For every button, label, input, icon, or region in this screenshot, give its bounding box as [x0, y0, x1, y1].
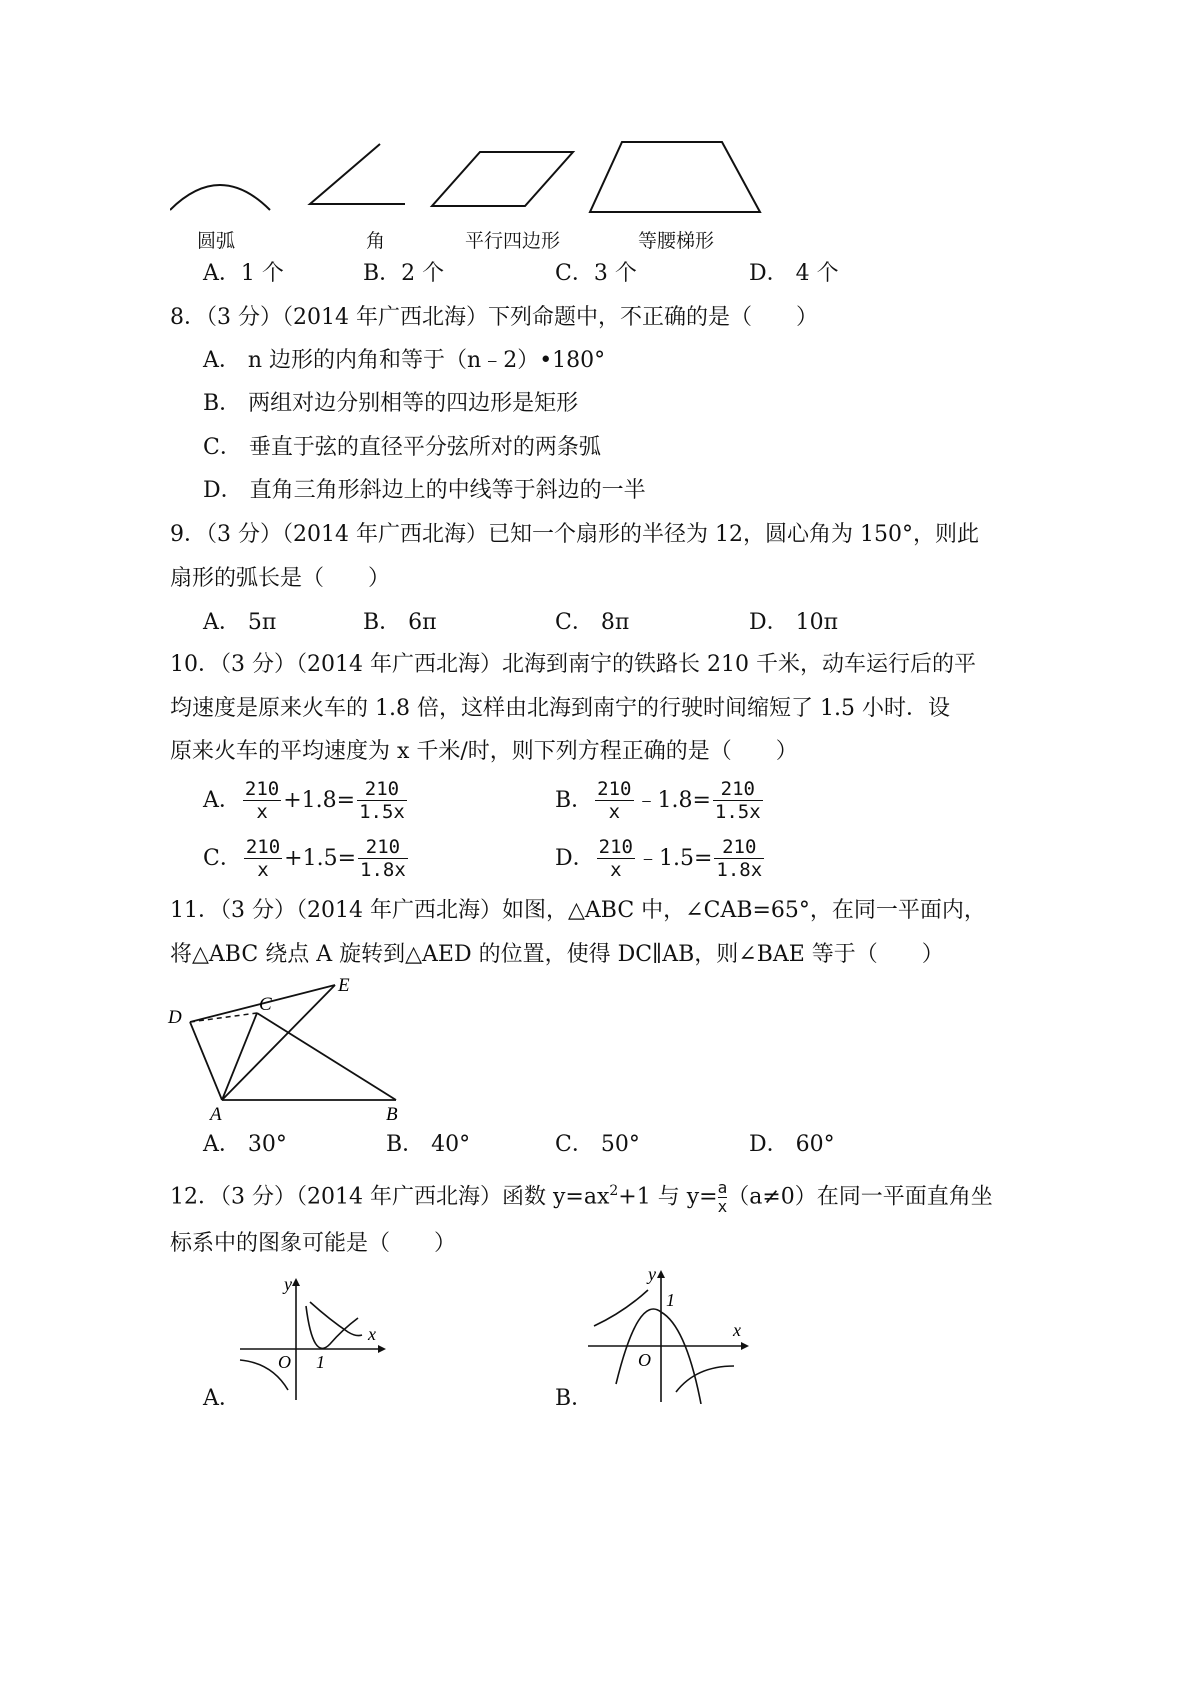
- q12-option-b[interactable]: B．: [555, 1386, 594, 1411]
- fraction: $\frac{210}{x}$: [244, 778, 280, 823]
- fraction: $\frac{210}{1.5x}$: [359, 778, 405, 823]
- fraction: $\frac{210}{x}$: [597, 778, 632, 823]
- equation-mid: ﹣1.5=: [636, 845, 713, 871]
- shape-label-angle: 角: [366, 230, 386, 252]
- origin-label: O: [638, 1350, 651, 1370]
- segment-cb: [257, 1013, 396, 1100]
- equation-mid: +1.5=: [284, 845, 357, 871]
- angle-shape: [310, 144, 405, 204]
- trapezoid-shape: [590, 142, 760, 212]
- one-label: 1: [316, 1352, 325, 1372]
- fraction: $\frac{210}{x}$: [245, 836, 281, 881]
- label-e: E: [338, 975, 350, 996]
- fraction-a-over-x: $\frac{a}{x}$: [717, 1177, 728, 1216]
- q12-option-a[interactable]: A．: [203, 1386, 241, 1411]
- shape-label-arc: 圆弧: [197, 230, 236, 252]
- shape-label-parallelogram: 平行四边形: [465, 230, 561, 252]
- one-label: 1: [666, 1290, 675, 1310]
- y-axis-label: y: [284, 1274, 292, 1294]
- segment-da: [190, 1022, 222, 1100]
- q8-option-c[interactable]: C． 垂直于弦的直径平分弦所对的两条弧: [203, 435, 601, 460]
- q11-stem-line2: 将△ABC 绕点 A 旋转到△AED 的位置，使得 DC∥AB，则∠BAE 等于（ ）: [170, 942, 944, 967]
- segment-ae: [222, 985, 335, 1100]
- option-letter: C．: [203, 845, 242, 871]
- equation-mid: ﹣1.8=: [635, 787, 711, 813]
- label-a: A: [210, 1104, 222, 1125]
- parallelogram-shape: [432, 152, 573, 206]
- q11-option-d[interactable]: D． 60°: [749, 1132, 835, 1157]
- q12-stem-line1: 12．（3 分）（2014 年广西北海）函数 $y=ax^2+1$ 与 y= $\frac{a}{x}$ （a≠0）在同一平面直角坐: [170, 1177, 993, 1216]
- option-letter: B．: [555, 787, 594, 813]
- origin-label: O: [278, 1352, 291, 1372]
- fraction: $\frac{210}{1.8x}$: [716, 836, 763, 881]
- q10-option-d[interactable]: [555, 836, 766, 881]
- q9-stem-line1: 9．（3 分）（2014 年广西北海）已知一个扇形的半径为 12，圆心角为 150°，则此: [170, 522, 979, 547]
- fraction: $\frac{210}{1.8x}$: [360, 836, 406, 881]
- q9-stem-line2: 扇形的弧长是（ ）: [170, 566, 391, 591]
- q7-option-d[interactable]: D． 4 个: [749, 261, 839, 286]
- equation-mid: +1.8=: [283, 787, 356, 813]
- q9-option-b[interactable]: B． 6π: [363, 610, 437, 635]
- q8-stem: 8．（3 分）（2014 年广西北海）下列命题中，不正确的是（ ）: [170, 305, 818, 330]
- q9-option-a[interactable]: A． 5π: [203, 610, 277, 635]
- segment-ca: [222, 1013, 257, 1100]
- q11-option-b[interactable]: B． 40°: [386, 1132, 471, 1157]
- arc-shape: [170, 185, 270, 210]
- shape-label-trapezoid: 等腰梯形: [638, 230, 715, 252]
- option-letter: D．: [555, 845, 595, 871]
- q10-option-b[interactable]: [555, 778, 765, 823]
- q7-option-a[interactable]: A．1 个: [203, 261, 284, 286]
- option-letter: A．: [203, 787, 241, 813]
- q10-stem-line2: 均速度是原来火车的 1.8 倍，这样由北海到南宁的行驶时间缩短了 1.5 小时．设: [170, 696, 950, 721]
- fraction: $\frac{210}{x}$: [598, 836, 633, 881]
- q9-option-d[interactable]: D． 10π: [749, 610, 839, 635]
- q7-option-b[interactable]: B．2 个: [363, 261, 445, 286]
- q7-option-c[interactable]: C．3 个: [555, 261, 637, 286]
- label-d: D: [168, 1007, 182, 1028]
- q10-option-a[interactable]: [203, 778, 409, 823]
- q7-figures: [170, 140, 820, 230]
- q10-stem-line3: 原来火车的平均速度为 x 千米/时，则下列方程正确的是（ ）: [170, 739, 798, 764]
- q11-stem-line1: 11．（3 分）（2014 年广西北海）如图，△ABC 中，∠CAB=65°，在同一平面内，: [170, 898, 986, 923]
- q10-option-c[interactable]: [203, 836, 410, 881]
- label-c: C: [259, 994, 272, 1015]
- q11-option-a[interactable]: A． 30°: [203, 1132, 287, 1157]
- q8-option-a[interactable]: A． n 边形的内角和等于（n﹣2）•180°: [203, 348, 606, 373]
- q9-option-c[interactable]: C． 8π: [555, 610, 630, 635]
- x-axis-label: x: [368, 1324, 376, 1344]
- fraction: $\frac{210}{1.5x}$: [714, 778, 761, 823]
- q12-stem-line2: 标系中的图象可能是（ ）: [170, 1231, 457, 1256]
- q8-option-d[interactable]: D． 直角三角形斜边上的中线等于斜边的一半: [203, 478, 646, 503]
- label-b: B: [386, 1104, 398, 1125]
- x-axis-label: x: [733, 1320, 741, 1340]
- q10-stem-line1: 10．（3 分）（2014 年广西北海）北海到南宁的铁路长 210 千米，动车运行后的平: [170, 652, 976, 677]
- q11-figure: [160, 975, 410, 1125]
- q12-graph-a[interactable]: [238, 1272, 388, 1402]
- q8-option-b[interactable]: B． 两组对边分别相等的四边形是矩形: [203, 391, 579, 416]
- q12-graph-b[interactable]: [586, 1264, 751, 1404]
- y-axis-label: y: [648, 1264, 656, 1284]
- q11-option-c[interactable]: C． 50°: [555, 1132, 640, 1157]
